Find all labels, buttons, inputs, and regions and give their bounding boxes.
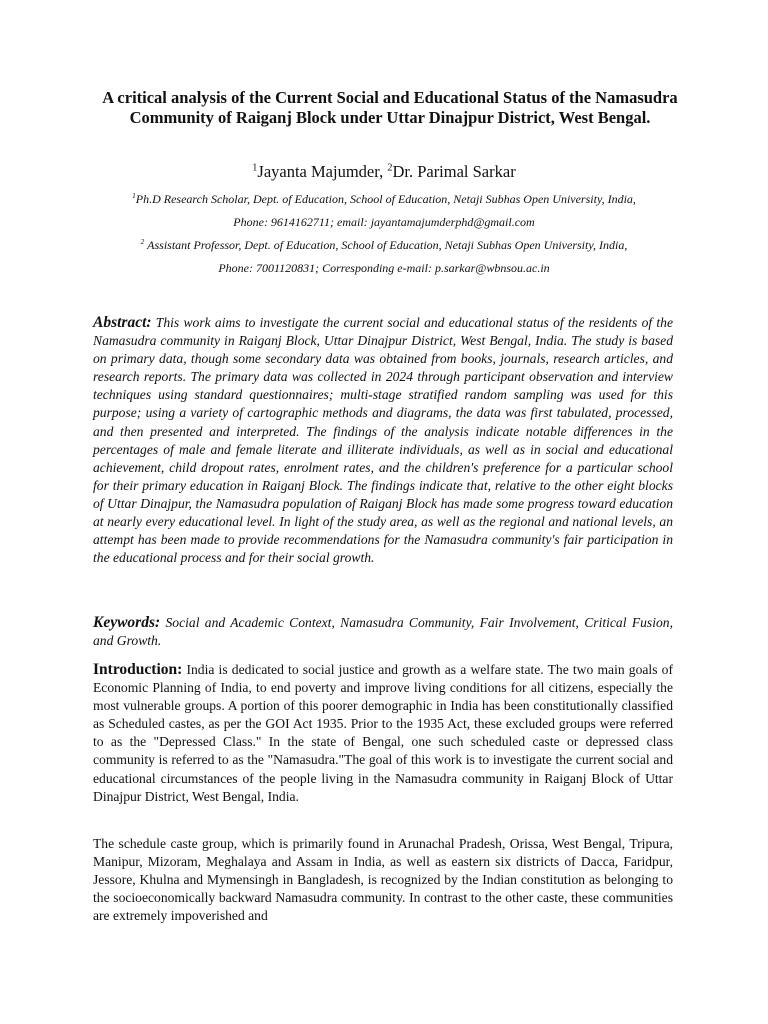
keywords-text: Social and Academic Context, Namasudra Community, Fair Involvement, Critical Fusion, and Growth.	[93, 615, 673, 649]
affiliation-1-superscript: 1	[132, 191, 136, 200]
author2-superscript: 2	[387, 162, 393, 174]
introduction-label: Introduction:	[93, 661, 183, 678]
body-paragraph-2: The schedule caste group, which is primarily found in Arunachal Pradesh, Orissa, West Bengal, Tripura, Manipur, Mizoram, Meghalaya and Assam in India, as well as eastern six districts of Dacca, Faridpur, Jessore, Khulna and Mymensingh in Bangladesh, is recognized by the Indian constitution as belonging to the socioeconomically backward Namasudra community. In contrast to the other caste, these communities are extremely impoverished and	[93, 836, 673, 924]
affiliation-1-text: Ph.D Research Scholar, Dept. of Education, School of Education, Netaji Subhas Open University, India,	[135, 192, 636, 206]
abstract-text: This work aims to investigate the current social and educational status of the residents of the Namasudra community in Raiganj Block, Uttar Dinajpur District, West Bengal, India. The study is based on primary data, though some secondary data was obtained from books, journals, research articles, and research reports. The primary data was collected in 2024 through participant observation and interview techniques using standard questionnaires; multi-stage stratified random sampling was used for this purpose; using a variety of cartographic methods and diagrams, the data was first tabulated, processed, and then presented and interpreted. The findings of the analysis indicate notable differences in the percentages of male and female literate and illiterate individuals, as well as in social and educational achievement, child dropout rates, enrolment rates, and the children's preference for a particular school for their primary education in Raiganj Block. The findings indicate that, relative to the other eight blocks of Uttar Dinajpur, the Namasudra population of Raiganj Block has made some progress toward education at nearly every educational level. In light of the study area, as well as the regional and national levels, an attempt has been made to provide recommendations for the Namasudra community's fair participation in the educational process and for their social growth.	[93, 315, 673, 566]
affiliation-1-line1	[0, 191, 768, 207]
affiliation-2-contact: Phone: 7001120831; Corresponding e-mail: p.sarkar@wbnsou.ac.in	[218, 261, 550, 275]
introduction-paragraph	[93, 661, 673, 806]
affiliation-2-text: Assistant Professor, Dept. of Education, School of Education, Netaji Subhas Open University, India,	[144, 238, 628, 252]
author1-superscript: 1	[252, 162, 258, 174]
keywords-label: Keywords:	[93, 614, 161, 631]
affiliation-2-superscript: 2	[140, 237, 145, 246]
abstract-label: Abstract:	[93, 314, 152, 331]
keywords-paragraph	[93, 614, 673, 650]
abstract-paragraph	[93, 314, 673, 567]
author1-name: Jayanta Majumder,	[257, 162, 388, 181]
affiliation-2-line1	[0, 237, 768, 253]
introduction-text: India is dedicated to social justice and growth as a welfare state. The two main goals of Economic Planning of India, to end poverty and improve living conditions for all citizens, especially the most vulnerable groups. A portion of this poorer demographic in India has been constitutionally classified as Scheduled castes, as per the GOI Act 1935. Prior to the 1935 Act, these excluded groups were referred to as the "Depressed Class." In the state of Bengal, one such scheduled caste or depressed class community is referred to as the "Namasudra."The goal of this work is to investigate the current social and educational circumstances of the people living in the Namasudra community in Raiganj Block of Uttar Dinajpur District, West Bengal, India.	[93, 662, 673, 804]
affiliation-1-contact: Phone: 9614162711; email: jayantamajumderphd@gmail.com	[233, 215, 535, 229]
author2-name: Dr. Parimal Sarkar	[392, 162, 516, 181]
author-line	[0, 161, 768, 183]
paper-title: A critical analysis of the Current Social and Educational Status of the Namasudra Community of Raiganj Block under Uttar Dinajpur District, West Bengal.	[102, 88, 678, 127]
